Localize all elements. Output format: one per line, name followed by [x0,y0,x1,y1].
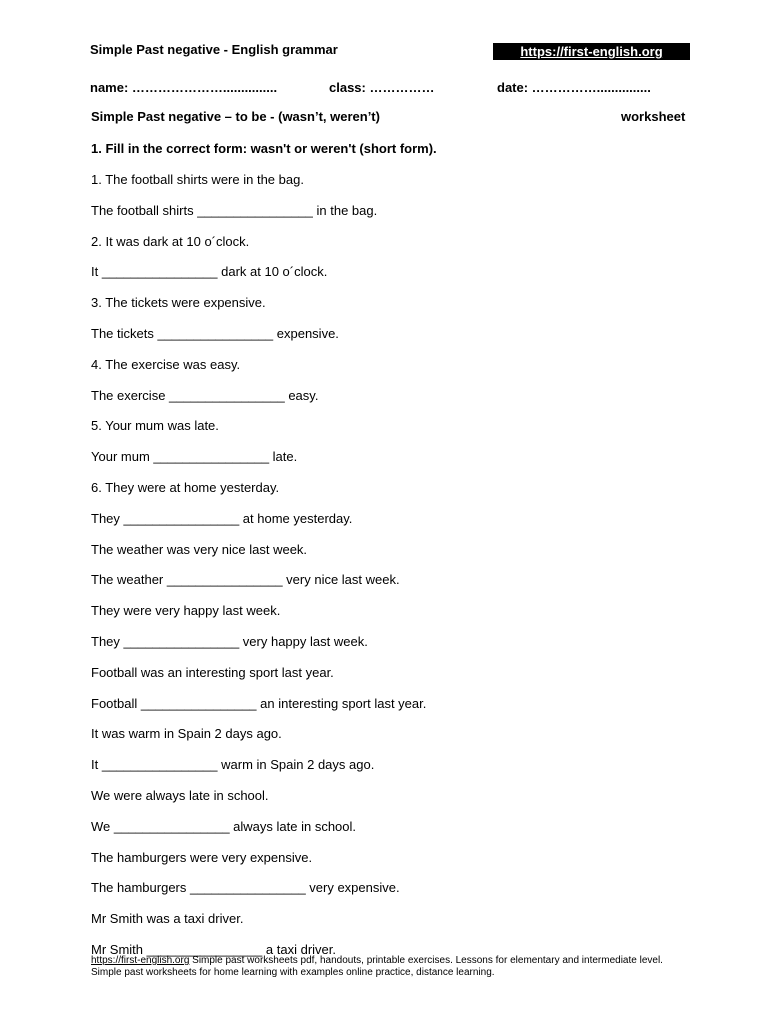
exercise-gap-sentence[interactable]: The football shirts ________________ in the bag. [91,202,378,218]
exercise-sentence: Football was an interesting sport last year. [91,664,334,680]
exercise-sentence: 3. The tickets were expensive. [91,295,266,311]
exercise-gap-sentence[interactable]: The weather ________________ very nice last week. [91,572,400,588]
footer [91,955,691,979]
exercise-sentence: 2. It was dark at 10 o´clock. [91,233,250,249]
exercise-sentence: Mr Smith was a taxi driver. [91,911,244,927]
page-title: Simple Past negative - English grammar [90,42,338,57]
worksheet-label: worksheet [621,109,686,124]
exercise-sentence: The weather was very nice last week. [91,541,308,557]
exercise-gap-sentence[interactable]: They ________________ at home yesterday. [91,510,353,526]
exercise-sentence: 5. Your mum was late. [91,418,219,434]
footer-link[interactable]: https://first-english.org [91,955,190,966]
exercise-gap-sentence[interactable]: Your mum ________________ late. [91,449,298,465]
exercise-sentence: 4. The exercise was easy. [91,356,241,372]
class-field: class: …………… [329,80,435,95]
date-field: date: ……………............... [497,80,651,95]
exercise-gap-sentence[interactable]: The hamburgers ________________ very expensive. [91,880,400,896]
exercise-gap-sentence[interactable]: The exercise ________________ easy. [91,387,319,403]
exercise-sentence: They were very happy last week. [91,603,281,619]
exercise-sentence: 6. They were at home yesterday. [91,480,280,495]
exercise-instruction: 1. Fill in the correct form: wasn't or weren't (short form). [91,141,437,156]
exercise-sentence: The hamburgers were very expensive. [91,849,313,865]
exercise-gap-sentence[interactable]: The tickets ________________ expensive. [91,326,339,341]
exercise-gap-sentence[interactable]: Football ________________ an interesting sport last year. [91,695,427,711]
exercise-sentence: We were always late in school. [91,788,269,803]
exercise-gap-sentence[interactable]: They ________________ very happy last week. [91,634,368,649]
site-url-link[interactable]: https://first-english.org [520,44,663,59]
exercise-sentence: It was warm in Spain 2 days ago. [91,726,282,742]
worksheet-subtitle: Simple Past negative – to be - (wasn’t, weren’t) [91,109,380,124]
footer-text: Simple past worksheets pdf, handouts, printable exercises. Lessons for elementary and intermediate level. Simple past worksheets for home learning with examples online practice, distance learning. [91,955,663,978]
exercise-gap-sentence[interactable]: We ________________ always late in school. [91,818,357,834]
exercise-gap-sentence[interactable]: It ________________ dark at 10 o´clock. [91,264,328,280]
exercise-gap-sentence[interactable]: Mr Smith ________________ a taxi driver. [91,942,336,957]
name-field: name: …………………............... [90,80,278,95]
exercise-gap-sentence[interactable]: It ________________ warm in Spain 2 days ago. [91,757,375,773]
site-url-badge[interactable] [493,43,690,60]
exercise-sentence: 1. The football shirts were in the bag. [91,172,304,187]
